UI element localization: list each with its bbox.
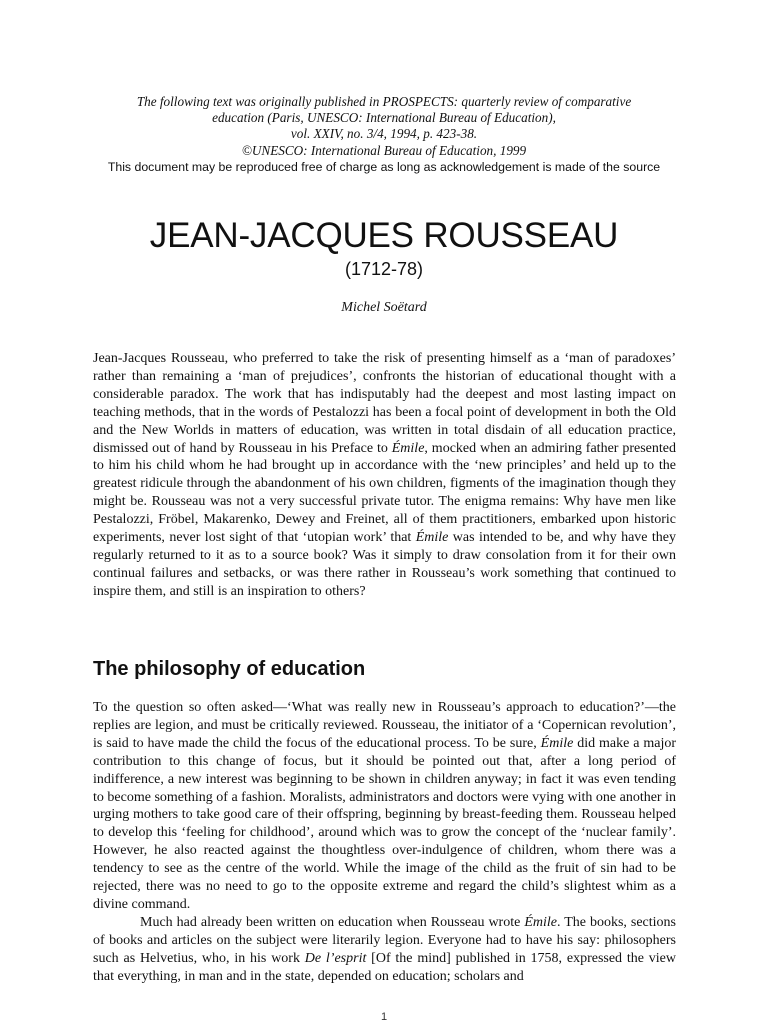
section-heading: The philosophy of education xyxy=(93,658,366,680)
work-title: Émile xyxy=(540,735,574,751)
body-paragraph xyxy=(93,914,676,986)
work-title: Émile xyxy=(391,440,425,456)
notice-line: The following text was originally published in PROSPECTS: quarterly review of comparative xyxy=(136,94,632,109)
work-title: Émile xyxy=(524,915,557,930)
notice-line: vol. XXIV, no. 3/4, 1994, p. 423-38. xyxy=(290,126,478,142)
document-title: JEAN-JACQUES ROUSSEAU xyxy=(149,216,619,255)
work-title: De l’esprit xyxy=(304,950,367,966)
life-dates: (1712-78) xyxy=(344,259,424,279)
paragraph-text: Jean-Jacques Rousseau, who preferred to take the risk of presenting himself as a ‘man of paradoxes’ rather than remaining a ‘man of prejudices’, confronts the historian of educational thought with a considerable paradox. The work that has indisputably had the deepest and most lasting impact on teaching methods, that in the words of Pestalozzi has been a focal point of development in both the Old and the New Worlds in matters of education, was written in total disdain of all education practice, dismissed out of hand by Rousseau in his Preface to xyxy=(93,351,676,456)
paragraph-text: Much had already been written on education when Rousseau wrote xyxy=(140,915,525,930)
paragraph-text: To the question so often asked—‘What was really new in Rousseau’s approach to education?’—the replies are legion, and must be critically reviewed. Rousseau, the initiator of a ‘Copernican revolution’, is said to have made the child the focus of the educational process. To be sure, xyxy=(93,700,676,751)
paragraph-text: did make a major contribution to this change of focus, but it should be pointed out that, after a long period of indifference, a new interest was beginning to be shown in children anyway; in fact it was even tending to become something of a fashion. Moralists, administrators and doctors were vying with one another in urging mothers to take good care of their offspring, beginning by breast-feeding them. Rousseau helped to develop this ‘feeling for childhood’, around which was to grow the concept of the ‘nuclear family’. However, he also reacted against the thoughtless over-indulgence of children, whom there was a tendency to see as the centre of the world. While the image of the child as the fruit of sin had to be rejected, there was no need to go to the opposite extreme and regard the child’s slightest whim as a divine command. xyxy=(93,735,677,912)
paragraph-text: , mocked when an admiring father presented to him his child whom he had brought up in accordance with the ‘new principles’ and held up to the greatest ridicule through the abandonment of his own children, figments of the imagination though they might be. Rousseau was not a very successful private tutor. The enigma remains: Why have men like Pestalozzi, Fröbel, Makarenko, Dewey and Freinet, all of them practitioners, embarked upon historic experiments, never lost sight of that ‘utopian work’ that xyxy=(93,440,676,546)
reproduction-notice: This document may be reproduced free of charge as long as acknowledgement is made of the source xyxy=(107,159,661,174)
page-number: 1 xyxy=(380,1011,388,1023)
work-title: Émile xyxy=(415,530,449,546)
body-paragraph xyxy=(93,699,676,914)
author-name: Michel Soëtard xyxy=(341,300,427,315)
body-paragraph xyxy=(93,350,676,601)
notice-line: education (Paris, UNESCO: International Bureau of Education), xyxy=(212,110,556,126)
notice-line: ©UNESCO: International Bureau of Education, 1999 xyxy=(241,142,527,158)
publication-notice xyxy=(80,94,688,175)
paragraph-text: [Of the mind] published in 1758, expressed the view that everything, in man and in the state, depended on education; scholars and xyxy=(93,950,676,984)
paragraph-text: . The books, sections of books and articles on the subject were literarily legion. Everyone had to have his say: philosophers such as Helvetius, who, in his work xyxy=(93,915,676,966)
paragraph-text: was intended to be, and why have they regularly returned to it as to a source book? Was it simply to draw consolation from it for their own continual failures and setbacks, or was there rather in Rousseau’s work something that continued to inspire them, and still is an inspiration to others? xyxy=(93,530,676,599)
